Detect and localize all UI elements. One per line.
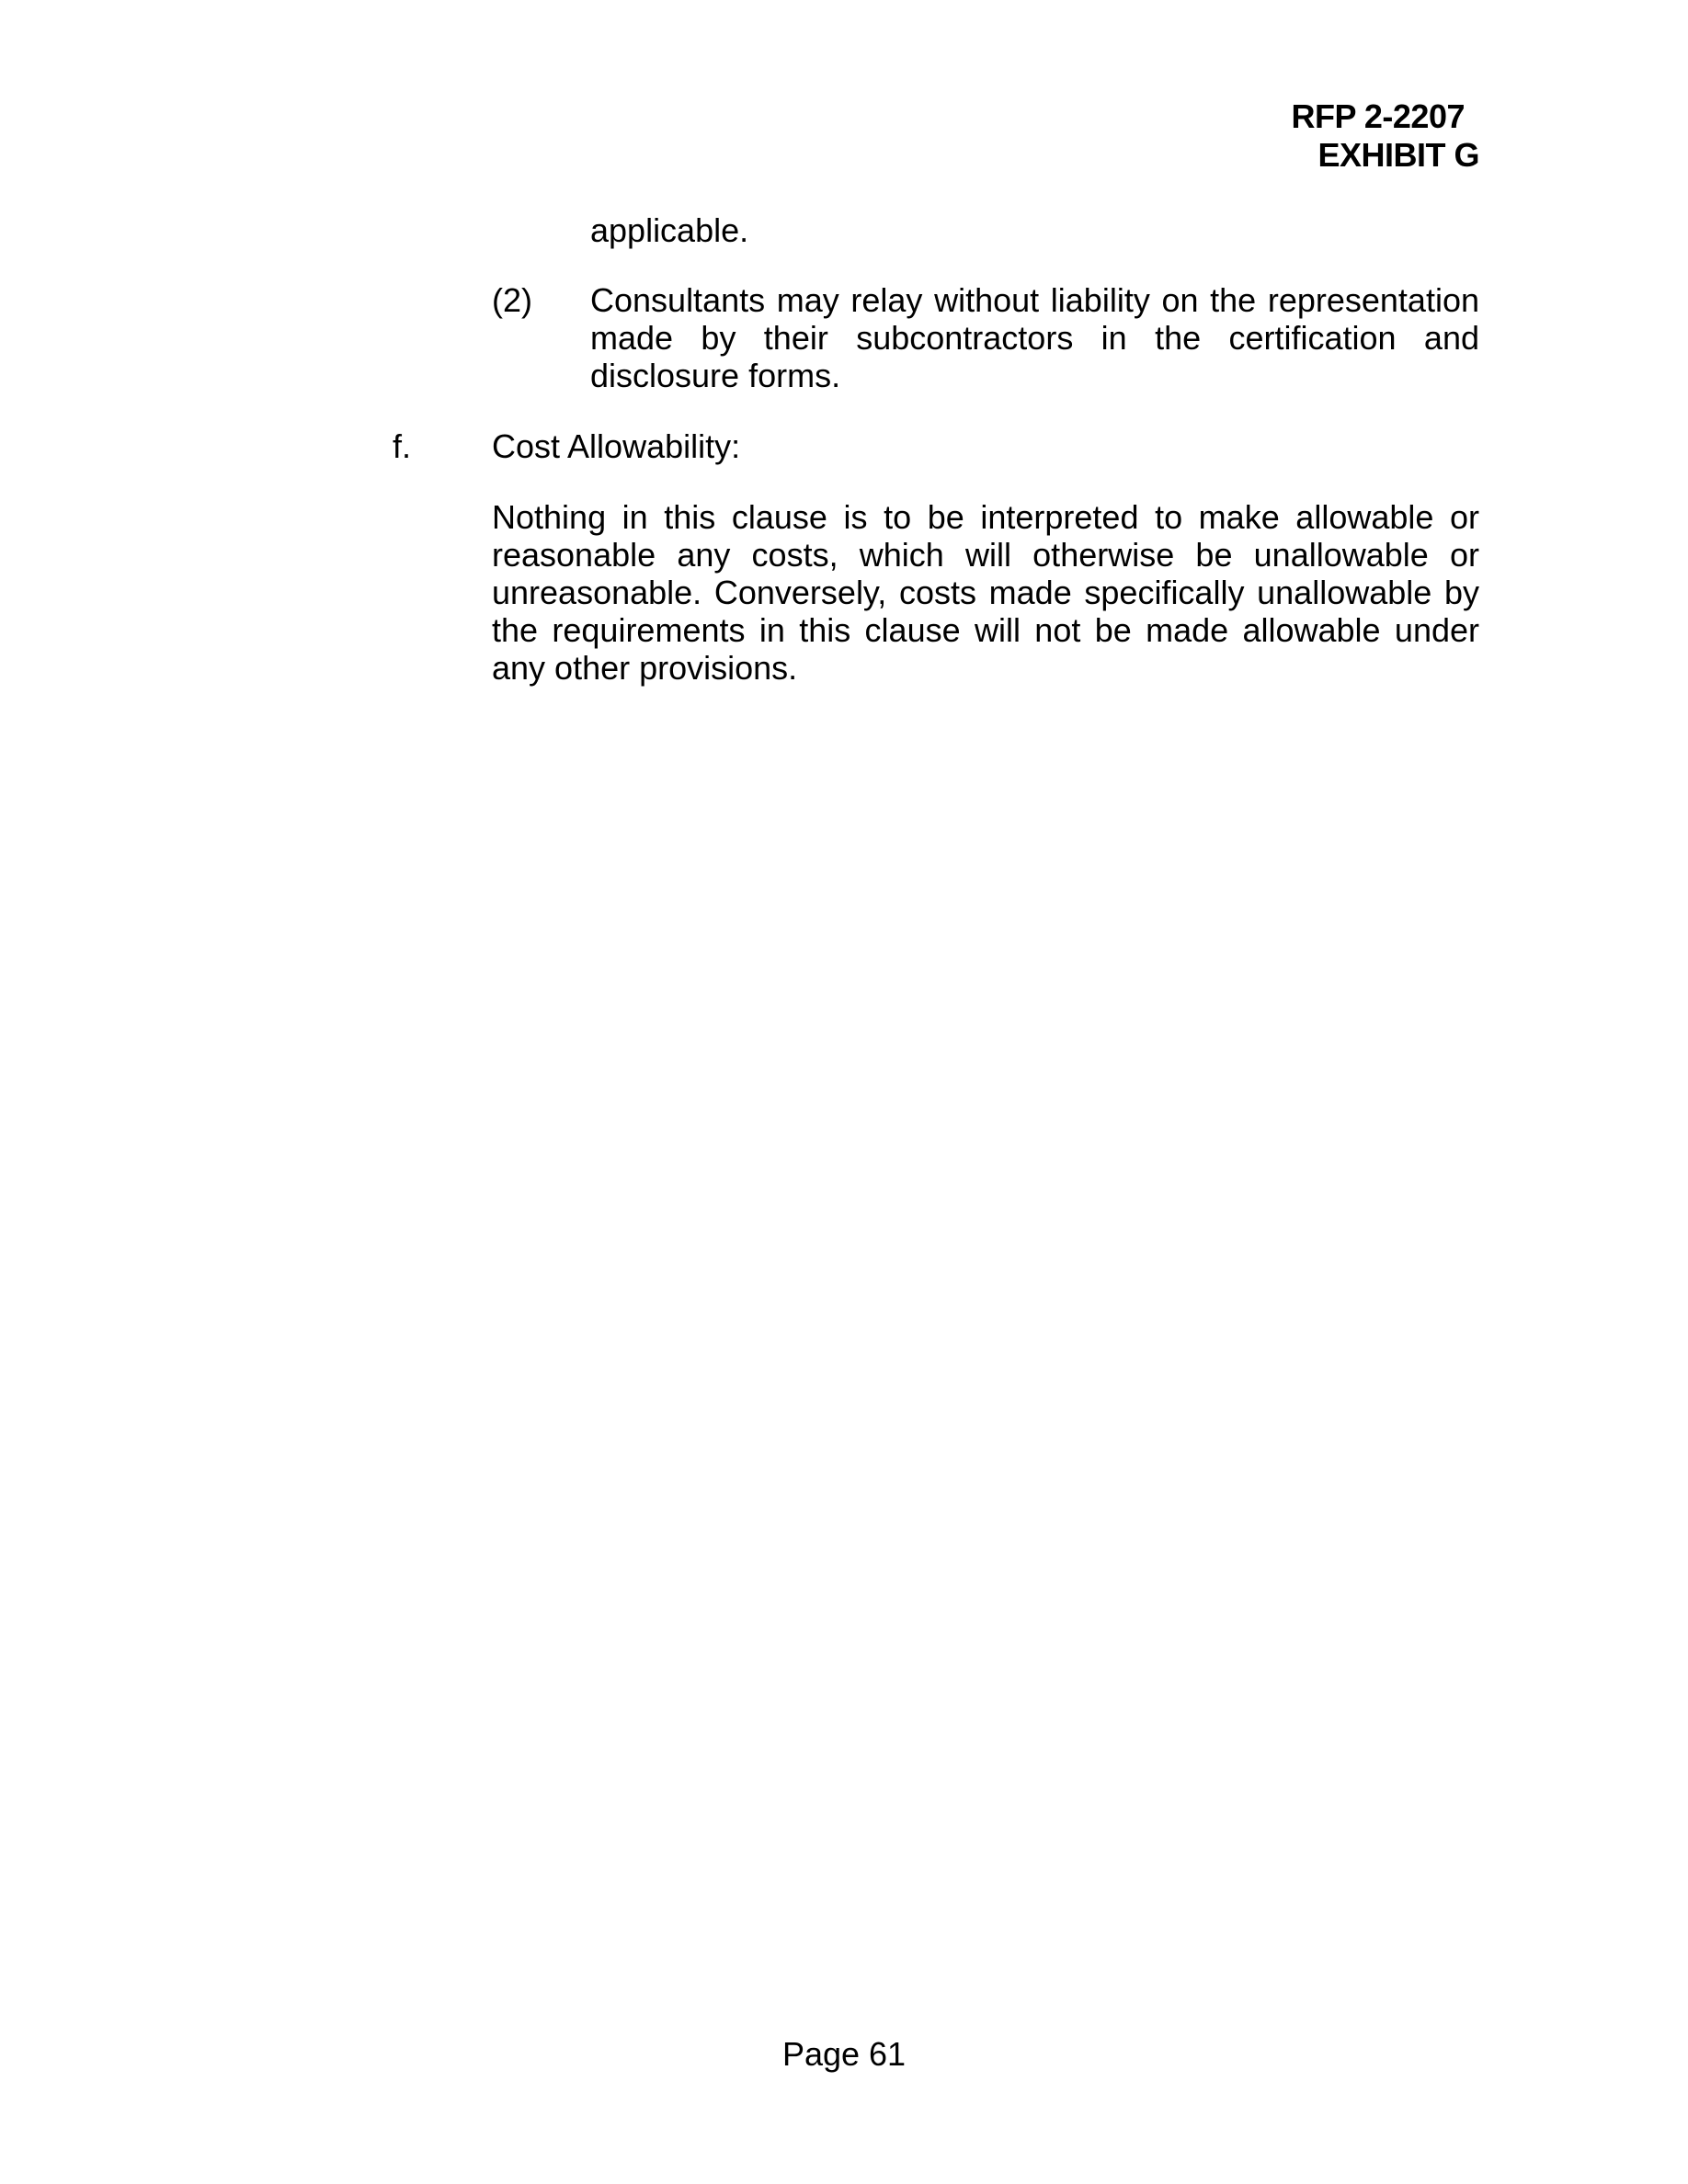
item-2-text: Consultants may relay without liability on the representation made by their subcontractors in the certification and disclosure forms.: [590, 281, 1479, 394]
section-f-paragraph: Nothing in this clause is to be interpreted to make allowable or reasonable any costs, which will otherwise be unallowable or unreasonable. Conversely, costs made specifically unallowable by the requirements in this clause will not be made allowable under any other provisions.: [492, 498, 1479, 687]
continued-text: applicable.: [590, 211, 749, 249]
item-2-marker: (2): [492, 281, 532, 319]
exhibit-label: EXHIBIT G: [1317, 136, 1479, 174]
page-number: Page 61: [781, 2035, 907, 2073]
document-header: [1292, 97, 1479, 175]
rfp-number: RFP 2-2207: [1291, 97, 1465, 135]
section-f-heading: Cost Allowability:: [492, 427, 741, 465]
section-f-marker: f.: [393, 427, 412, 465]
